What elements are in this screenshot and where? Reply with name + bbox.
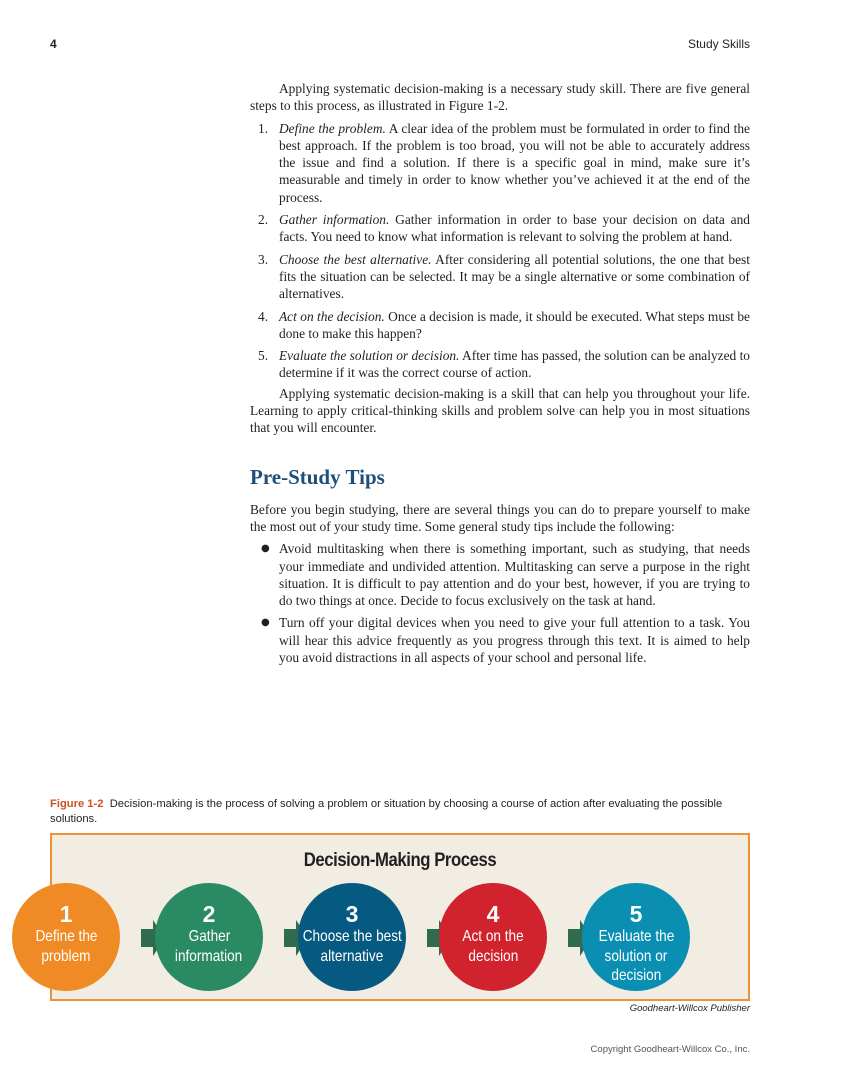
step-term: Act on the decision. [279,308,385,324]
step-circle-label: Choose the best [302,928,402,945]
figure-caption-text: Decision-making is the process of solving a problem or situation by choosing a course of action after evaluating the possible solutions. [50,798,723,825]
section-heading: Pre-Study Tips [250,464,385,489]
step-term: Evaluate the solution or decision. [279,348,460,364]
step-term: Gather information. [279,212,390,228]
step-circle-label: Act on the [462,928,524,945]
bullet-item [250,614,750,666]
figure-caption [50,797,750,827]
closing-paragraph: Applying systematic decision-making is a skill that can help you throughout your life. Learning to apply critical-thinking skills and problem solve can help you in most situations that you will encounter. [250,385,750,436]
step-circle-label: solution or [604,947,668,965]
step-item [250,120,750,206]
step-number: 1. [258,120,269,136]
step-circle-label: problem [41,947,91,965]
bullet-list [250,540,750,666]
step-circle-number: 2 [202,901,216,927]
body-column [250,80,750,666]
step-number: 3. [258,251,269,267]
step-circle-number: 5 [629,901,643,927]
step-term: Define the problem. [279,120,386,136]
step-circle-3 [298,883,406,991]
decision-making-diagram [35,833,750,1001]
step-circle-number: 4 [486,901,500,927]
step-text: A clear idea of the problem must be formulated in order to find the best approach. If the problem is too broad, you will not be able to accurately address the issue and find a solution. If there is a specific goal in mind, make sure it’s measurable and timely in order to know whether you’ve achieved it at the end of the process. [279,120,751,205]
step-circle-2 [155,883,263,991]
step-text: After time has passed, the solution can be analyzed to determine if it was the correct course of action. [279,348,750,381]
step-circle-4 [439,883,547,991]
step-text: Gather information in order to base your decision on data and facts. You need to know what information is relevant to solving the problem at hand. [279,212,750,245]
bullet-icon: ● [261,543,270,555]
step-text: After considering all potential solutions, the one that best fits the situation can be selected. It may be a single alternative or some combination of alternatives. [279,251,750,302]
section-intro: Before you begin studying, there are several things you can do to prepare yourself to make the most out of your study time. Some general study tips include the following: [250,501,750,534]
diagram-title: Decision-Making Process [303,850,497,871]
step-circle-number: 1 [59,901,73,927]
step-circle-number: 3 [345,901,359,927]
step-circle-label: alternative [320,947,384,965]
step-item [250,308,750,343]
step-circle-1 [12,883,120,991]
bullet-icon: ● [261,617,270,629]
copyright: Copyright Goodheart-Willcox Co., Inc. [590,1044,750,1055]
step-number: 4. [258,308,269,324]
bullet-text: Avoid multitasking when there is something important, such as studying, that needs your immediate and undivided attention. Multitasking can serve a purpose in the right situation. It is difficult to pay attention and do your best, however, if you are trying to do two things at once. Decide to focus exclusively on the task at hand. [279,541,750,609]
step-term: Choose the best alternative. [279,251,432,267]
running-title: Study Skills [687,37,750,51]
step-number: 2. [258,212,269,228]
figure-label: Figure 1-2 [50,798,104,810]
bullet-item [250,540,750,609]
step-circle-label: Define the [35,928,97,945]
step-item [250,347,750,382]
step-circle-label: Evaluate the [598,928,674,945]
step-circle-5 [582,883,690,991]
bullet-text: Turn off your digital devices when you need to give your full attention to a task. You will hear this advice frequently as you progress through this text. It is aimed to help you avoid distractions in all aspects of your school and personal life. [279,615,750,666]
step-circle-label: decision [611,967,661,984]
step-number: 5. [258,348,269,364]
page-number: 4 [50,37,57,51]
step-text: Once a decision is made, it should be executed. What steps must be done to make this happen? [279,308,750,341]
figure-credit: Goodheart-Willcox Publisher [629,1003,750,1014]
step-circle-label: Gather [188,928,230,945]
step-item [250,251,750,303]
step-circle-label: information [175,947,243,965]
step-circle-label: decision [468,947,518,965]
steps-list [250,120,750,382]
step-item [250,211,750,246]
intro-paragraph: Applying systematic decision-making is a necessary study skill. There are five general steps to this process, as illustrated in Figure 1-2. [250,81,750,114]
